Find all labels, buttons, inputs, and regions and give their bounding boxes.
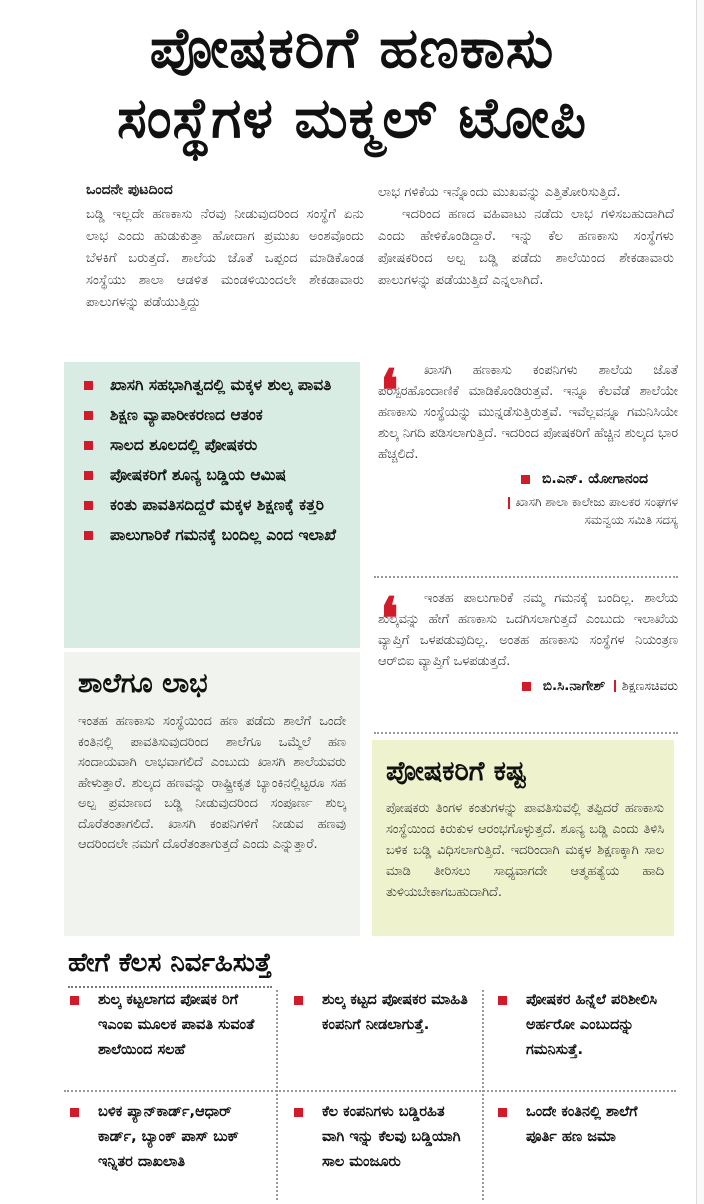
dateline: ಒಂದನೇ ಪುಟದಿಂದ — [86, 182, 173, 198]
quote-text: ಖಾಸಗಿ ಹಣಕಾಸು ಕಂಪನಿಗಳು ಶಾಲೆಯ ಜೊತೆ ಪರಸ್ಪರಹೊಂದಾಣಿಕೆ ಮಾಡಿಕೊಂಡಿರುತ್ತವೆ. ಇನ್ನೂ ಕೆಲವೆಡೆ ಶಾಲೆಯೇ ಹಣಕಾಸು ಸಂಸ್ಥೆಯನ್ನು ಮುನ್ನಡೆಸುತ್ತಿರುತ್ತವೆ. ಇವೆಲ್ಲವನ್ನೂ ಗಮನಿಸಿಯೇ ಶುಲ್ಕ ನಿಗದಿ ಪಡಿಸಲಾಗುತ್ತಿದೆ. ಇದರಿಂದ ಪೋಷಕರಿಗೆ ಹೆಚ್ಚಿನ ಶುಲ್ಕದ ಭಾರ ಹೆಚ್ಚಲಿದೆ. — [378, 363, 678, 462]
process-step: ಬಳಿಕ ಪ್ಯಾನ್‌ಕಾರ್ಡ್,ಆಧಾರ್ ಕಾರ್ಡ್, ಬ್ಯಾಂಕ್ ಪಾಸ್ ಬುಕ್ ಇನ್ನಿತರ ದಾಖಲಾತಿ — [68, 1100, 268, 1175]
bullet-square-icon — [498, 1108, 507, 1117]
quote-author-name: ಬಿ.ಸಿ.ನಾಗೇಶ್ — [542, 678, 606, 694]
divider — [64, 1090, 676, 1092]
process-step: ಪೋಷಕರ ಹಿನ್ನೆಲೆ ಪರಿಶೀಲಿಸಿ ಅರ್ಹರೋ ಎಂಬುದನ್ನು ಗಮನಿಸುತ್ತೆ. — [496, 988, 676, 1063]
page-edge — [696, 0, 704, 1204]
highlight-item: ಪೋಷಕರಿಗೆ ಶೂನ್ಯ ಬಡ್ಡಿಯ ಆಮಿಷ — [80, 462, 346, 488]
highlights-box — [64, 362, 360, 648]
quote-mark-icon: ❛ — [380, 585, 399, 653]
divider — [482, 990, 484, 1200]
bullet-square-icon — [84, 381, 93, 390]
box-text: ಪೋಷಕರು ತಿಂಗಳ ಕಂತುಗಳನ್ನು ಪಾವತಿಸುವಲ್ಲಿ ತಪ್ಪಿದರೆ ಹಣಕಾಸು ಸಂಸ್ಥೆಯಿಂದ ಕಿರುಕುಳ ಆರಂಭಗೊಳ್ಳುತ್ತದೆ. ಶೂನ್ಯ ಬಡ್ಡಿ ಎಂದು ತಿಳಿಸಿ ಬಳಿಕ ಬಡ್ಡಿ ವಿಧಿಸಲಾಗುತ್ತಿದೆ. ಇದರಿಂದಾಗಿ ಮಕ್ಕಳ ಶಿಕ್ಷಣಕ್ಕಾಗಿ ಸಾಲ ಮಾಡಿ ತೀರಿಸಲು ಸಾಧ್ಯವಾಗದೇ ಆತ್ಮಹತ್ಯೆಯ ಹಾದಿ ತುಳಿಯಬೇಕಾಗಬಹುದಾಗಿದೆ. — [386, 801, 664, 900]
quote-author-role-2: ಸಮನ್ವಯ ಸಮಿತಿ ಸದಸ್ಯ — [584, 513, 678, 527]
highlight-item: ಖಾಸಗಿ ಸಹಭಾಗಿತ್ವದಲ್ಲಿ ಮಕ್ಕಳ ಶುಲ್ಕ ಪಾವತಿ — [80, 372, 346, 398]
bullet-square-icon — [294, 1108, 303, 1117]
process-step: ಒಂದೇ ಕಂತಿನಲ್ಲಿ ಶಾಲೆಗೆ ಪೂರ್ತಿ ಹಣ ಜಮಾ — [496, 1100, 646, 1150]
headline-line-1: ಪೋಷಕರಿಗೆ ಹಣಕಾಸು — [149, 16, 555, 81]
highlights-list — [80, 372, 346, 548]
bullet-square-icon — [84, 441, 93, 450]
quote-text: ಇಂತಹ ಪಾಲುಗಾರಿಕೆ ನಮ್ಮ ಗಮನಕ್ಕೆ ಬಂದಿಲ್ಲ. ಶಾಲೆಯ ಶುಲ್ಕವನ್ನು ಹೇಗೆ ಹಣಕಾಸು ಒದಗಿಸಲಾಗುತ್ತದೆ ಎಂಬುದು ಇಲಾಖೆಯ ವ್ಯಾಪ್ತಿಗೆ ಒಳಪಡುವುದಿಲ್ಲ. ಅಂತಹ ಹಣಕಾಸು ಸಂಸ್ಥೆಗಳ ನಿಯಂತ್ರಣ ಆರ್‌ಬಿಐ ವ್ಯಾಪ್ತಿಗೆ ಒಳಪಡುತ್ತದೆ. — [378, 591, 678, 669]
divider-bar — [508, 497, 510, 509]
school-benefit-box — [64, 652, 360, 936]
process-step: ಶುಲ್ಕ ಕಟ್ಟದ ಪೋಷಕರ ಮಾಹಿತಿ ಕಂಪನಿಗೆ ನೀಡಲಾಗುತ್ತೆ. — [292, 988, 472, 1038]
quote-nagesh — [378, 585, 678, 694]
bullet-square-icon — [70, 996, 79, 1005]
box-title: ಶಾಲೆಗೂ ಲಾಭ — [78, 668, 208, 699]
section-title: ಹೇಗೆ ಕೆಲಸ ನಿರ್ವಹಿಸುತ್ತೆ — [68, 944, 272, 988]
quote-author-role: ಶಿಕ್ಷಣಸಚಿವರು — [621, 678, 678, 693]
article-column-1: ಬಡ್ಡಿ ಇಲ್ಲದೇ ಹಣಕಾಸು ನೆರವು ನೀಡುವುದರಿಂದ ಸಂಸ್ಥೆಗೆ ಏನು ಲಾಭ ಎಂದು ಹುಡುಕುತ್ತಾ ಹೋದಾಗ ಪ್ರಮುಖ ಅಂಶವೊಂದು ಬೆಳಕಿಗೆ ಬರುತ್ತದೆ. ಶಾಲೆಯ ಜೊತೆ ಒಪ್ಪಂದ ಮಾಡಿಕೊಂಡ ಸಂಸ್ಥೆಯು ಶಾಲಾ ಆಡಳಿತ ಮಂಡಳಿಯಿಂದಲೇ ಶೇಕಡಾವಾರು ಪಾಲುಗಳನ್ನು ಪಡೆಯುತ್ತಿದ್ದು — [86, 207, 364, 310]
divider — [374, 576, 678, 578]
process-step: ಶುಲ್ಕ ಕಟ್ಟಲಾಗದ ಪೋಷಕ ರಿಗೆ ಇಎಂಐ ಮೂಲಕ ಪಾವತಿ ಸುವಂತೆ ಶಾಲೆಯಿಂದ ಸಲಹೆ — [68, 988, 268, 1063]
divider-bar — [614, 680, 616, 692]
article-paragraph: ಲಾಭ ಗಳಿಕೆಯ ಇನ್ನೊಂದು ಮುಖವನ್ನು ಎತ್ತಿತೋರಿಸುತ್ತಿದೆ. — [378, 185, 621, 200]
highlight-item: ಕಂತು ಪಾವತಿಸದಿದ್ದರೆ ಮಕ್ಕಳ ಶಿಕ್ಷಣಕ್ಕೆ ಕತ್ತರಿ — [80, 492, 346, 518]
bullet-square-icon — [84, 501, 93, 510]
bullet-square-icon — [521, 475, 530, 484]
article-paragraph: ಇದರಿಂದ ಹಣದ ವಹಿವಾಟು ನಡೆದು ಲಾಭ ಗಳಿಸಬಹುದಾಗಿದೆ ಎಂದು ಹೇಳಿಕೊಂಡಿದ್ದಾರೆ. ಇನ್ನು ಕೆಲ ಹಣಕಾಸು ಸಂಸ್ಥೆಗಳು ಪೋಷಕರಿಂದ ಅಲ್ಪ ಬಡ್ಡಿ ಪಡೆದು ಶಾಲೆಯಿಂದ ಶೇಕಡಾವಾರು ಪಾಲುಗಳನ್ನು ಪಡೆಯುತ್ತಿದೆ ಎನ್ನಲಾಗಿದೆ. — [378, 207, 674, 288]
quote-mark-icon: ❛ — [380, 357, 399, 425]
divider — [374, 732, 678, 734]
highlight-item: ಪಾಲುಗಾರಿಕೆ ಗಮನಕ್ಕೆ ಬಂದಿಲ್ಲ ಎಂದ ಇಲಾಖೆ — [80, 522, 346, 548]
quote-author-role: ಖಾಸಗಿ ಶಾಲಾ ಕಾಲೇಜು ಪಾಲಕರ ಸಂಘಗಳ — [378, 493, 678, 511]
quote-yoganand — [378, 357, 678, 529]
quote-attribution — [378, 678, 678, 694]
bullet-square-icon — [70, 1108, 79, 1117]
article-column-2 — [378, 182, 674, 292]
box-title: ಪೋಷಕರಿಗೆ ಕಷ್ಟ — [386, 756, 527, 787]
highlight-item: ಶಿಕ್ಷಣ ವ್ಯಾಪಾರೀಕರಣದ ಆತಂಕ — [80, 402, 346, 428]
bullet-square-icon — [84, 471, 93, 480]
bullet-square-icon — [84, 531, 93, 540]
quote-author-name: ಬಿ.ಎನ್. ಯೋಗಾನಂದ — [542, 471, 648, 487]
bullet-square-icon — [498, 996, 507, 1005]
divider — [276, 990, 278, 1200]
bullet-square-icon — [522, 682, 531, 691]
box-text: ಇಂತಹ ಹಣಕಾಸು ಸಂಸ್ಥೆಯಿಂದ ಹಣ ಪಡೆದು ಶಾಲೆಗೆ ಒಂದೇ ಕಂತಿನಲ್ಲಿ ಪಾವತಿಸುವುದರಿಂದ ಶಾಲೆಗೂ ಒಮ್ಮೆಲೆ ಹಣ ಸಂದಾಯವಾಗಿ ಲಾಭವಾಗಲಿದೆ ಎಂಬುದು ಖಾಸಗಿ ಶಾಲೆಯವರು ಹೇಳುತ್ತಾರೆ. ಶುಲ್ಕದ ಹಣವನ್ನು ರಾಷ್ಟ್ರೀಕೃತ ಬ್ಯಾಂಕಿನಲ್ಲಿಟ್ಟರೂ ಸಹ ಅಲ್ಪ ಪ್ರಮಾಣದ ಬಡ್ಡಿ ನೀಡುವುದರಿಂದ ಸಂಪೂರ್ಣ ಶುಲ್ಕ ದೊರೆತಂತಾಗಲಿದೆ. ಖಾಸಗಿ ಕಂಪನಿಗಳಿಗೆ ನೀಡುವ ಹಣವು ಆದರಿಂದಲೇ ನಮಗೆ ದೊರೆತಂತಾಗುತ್ತದೆ ಎಂದು ಎನ್ನುತ್ತಾರೆ. — [78, 714, 346, 852]
bullet-square-icon — [84, 411, 93, 420]
highlight-item: ಸಾಲದ ಶೂಲದಲ್ಲಿ ಪೋಷಕರು — [80, 432, 346, 458]
parent-trouble-box — [372, 740, 674, 936]
bullet-square-icon — [294, 996, 303, 1005]
headline-line-2: ಸಂಸ್ಥೆಗಳ ಮಕ್ಮಲ್ ಟೋಪಿ — [116, 86, 588, 151]
headline — [0, 14, 704, 154]
quote-attribution — [378, 471, 648, 487]
process-step: ಕೆಲ ಕಂಪನಿಗಳು ಬಡ್ಡಿರಹಿತ ವಾಗಿ ಇನ್ನು ಕೆಲವು ಬಡ್ಡಿಯಾಗಿ ಸಾಲ ಮಂಜೂರು — [292, 1100, 472, 1175]
